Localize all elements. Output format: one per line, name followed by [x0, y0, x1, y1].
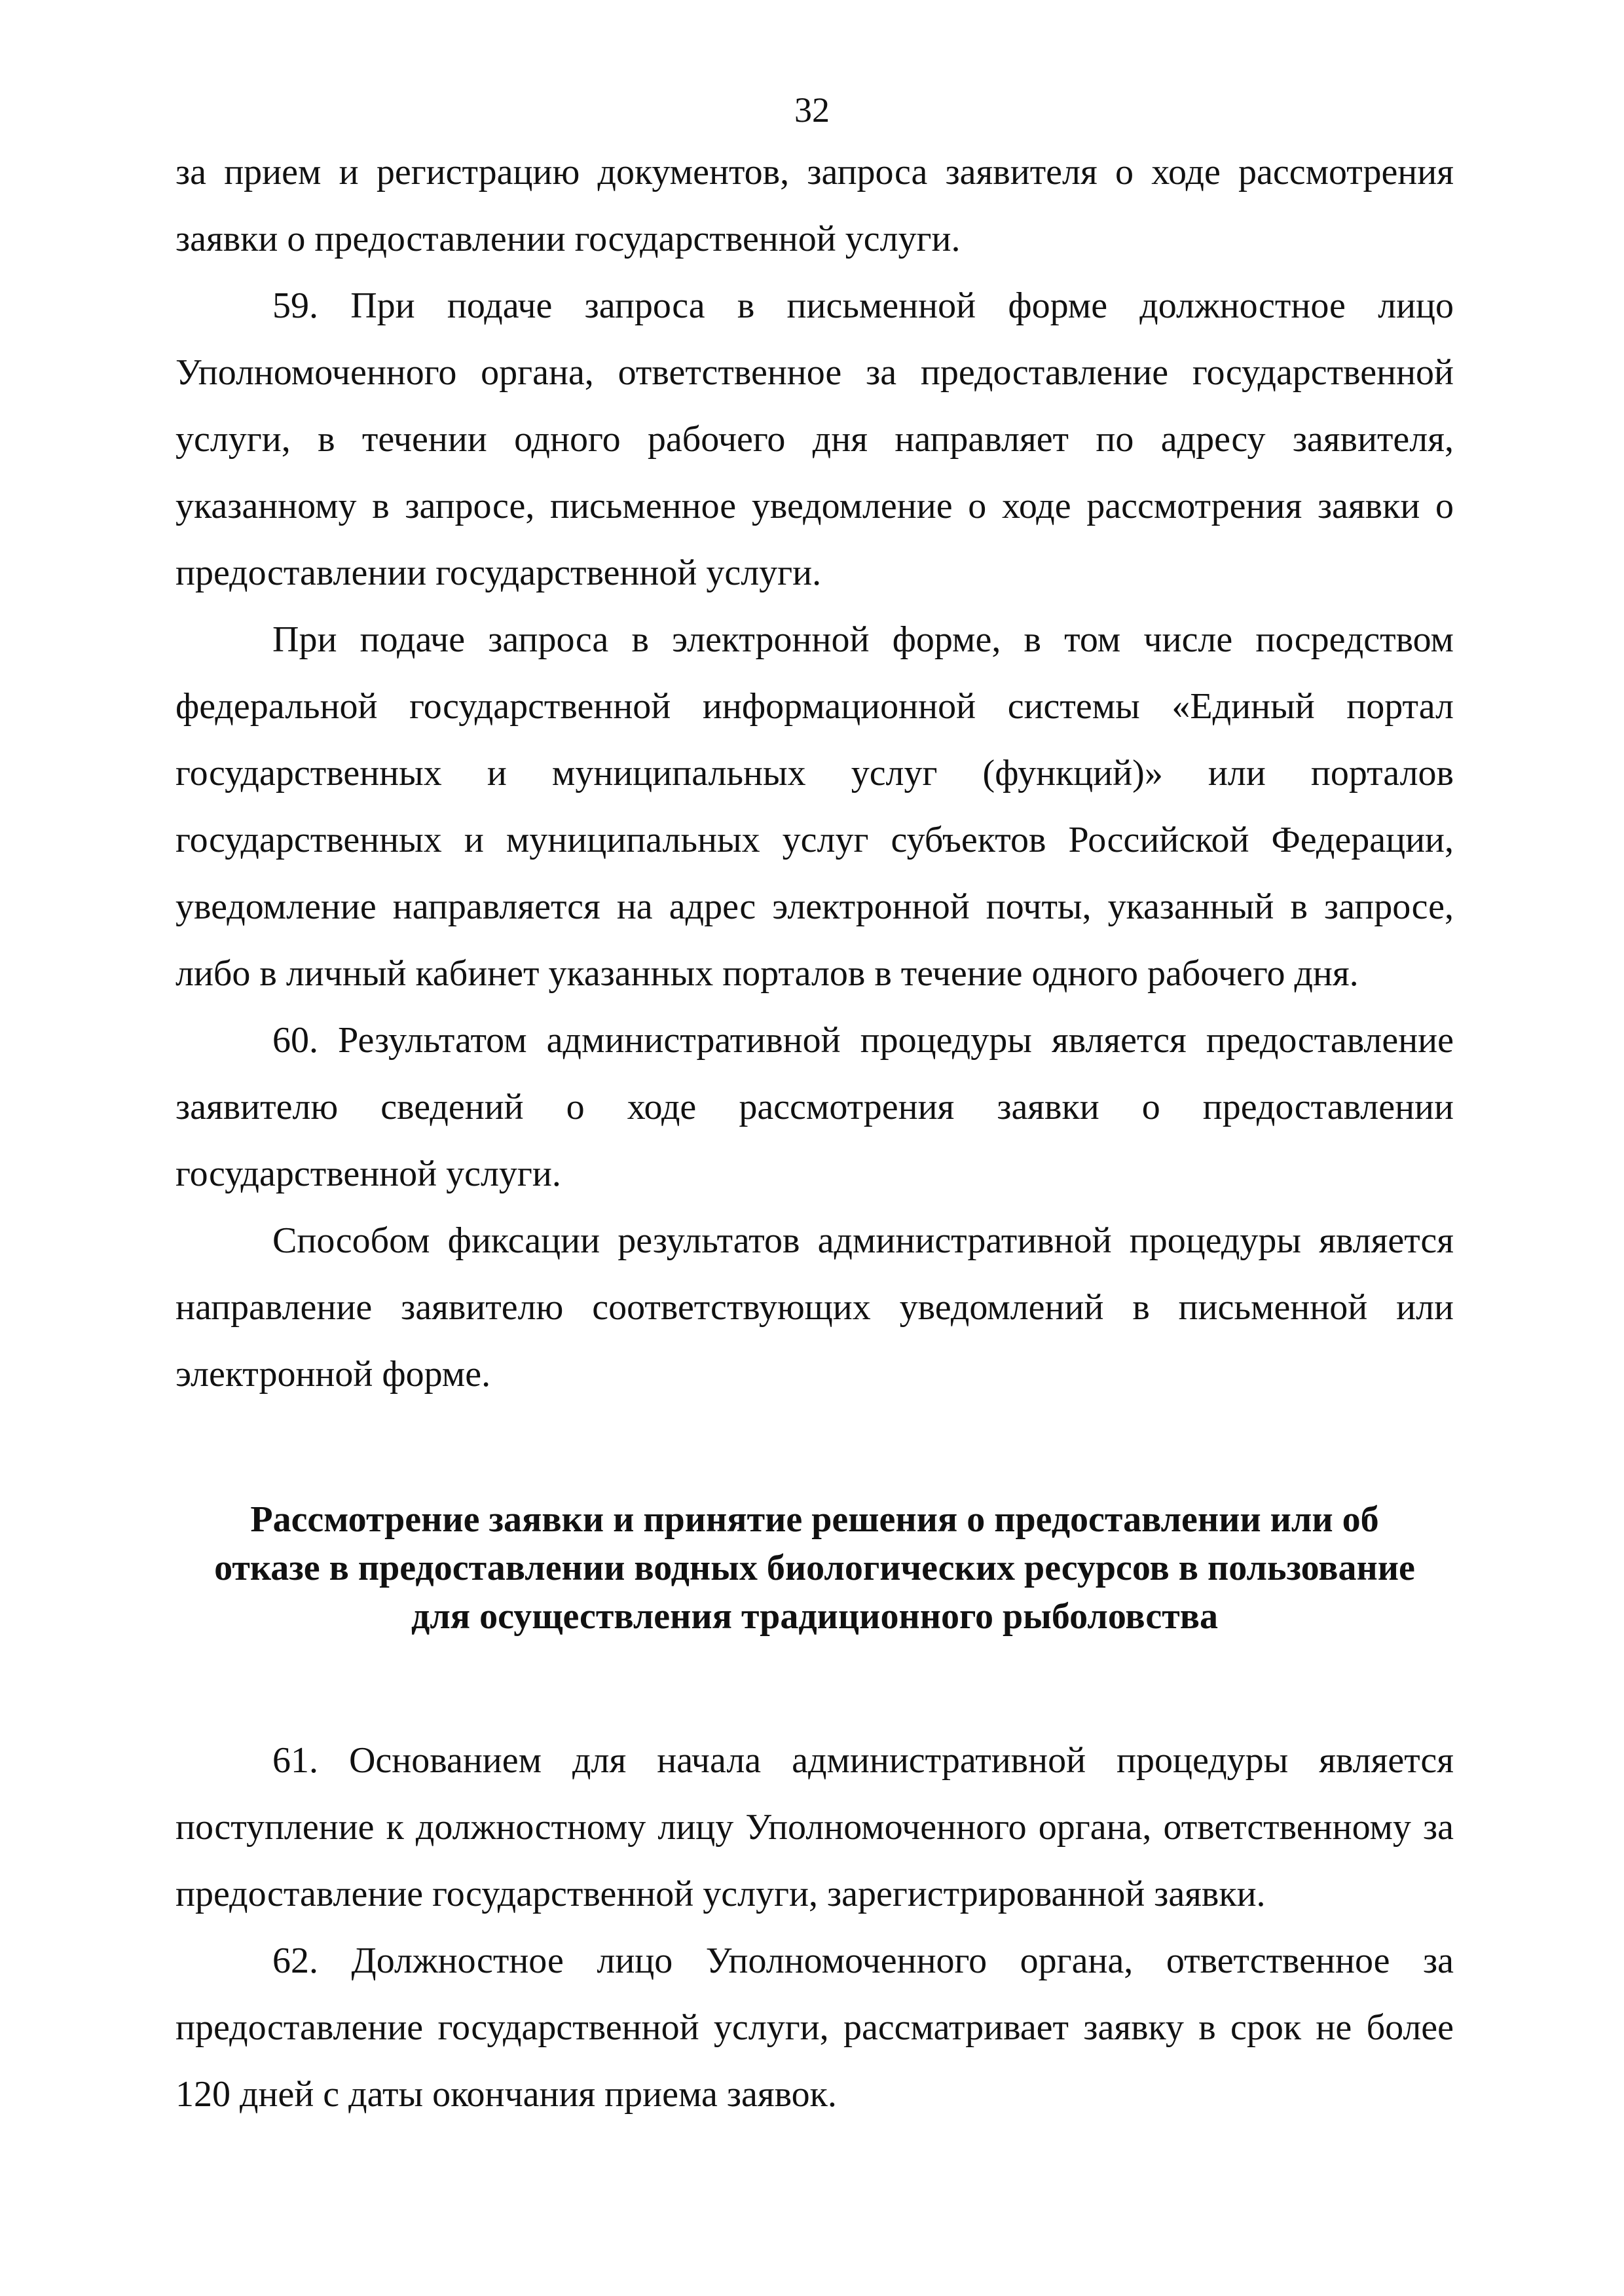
document-body	[175, 139, 1454, 2128]
paragraph-59: 59. При подаче запроса в письменной форме должностное лицо Уполномоченного органа, ответственное за предоставление государственной услуги, в течении одного рабочего дня направляет по адресу заявителя, указанному в запросе, письменное уведомление о ходе рассмотрения заявки о предоставлении государственной услуги.	[175, 285, 1454, 593]
paragraph-61: 61. Основанием для начала административной процедуры является поступление к должностному лицу Уполномоченного органа, ответственному за предоставление государственной услуги, зарегистрированной заявки.	[175, 1740, 1454, 1914]
section-heading	[175, 1495, 1454, 1641]
section-heading-line-3: для осуществления традиционного рыболовства	[411, 1596, 1218, 1637]
page-number: 32	[794, 90, 830, 130]
paragraph-fixation-method: Способом фиксации результатов административной процедуры является направление заявителю соответствующих уведомлений в письменной или электронной форме.	[175, 1220, 1454, 1394]
section-heading-line-2: отказе в предоставлении водных биологических ресурсов в пользование	[214, 1548, 1415, 1588]
paragraph-continuation: за прием и регистрацию документов, запроса заявителя о ходе рассмотрения заявки о предоставлении государственной услуги.	[175, 152, 1454, 259]
paragraph-electronic-request: При подаче запроса в электронной форме, в том числе посредством федеральной государственной информационной системы «Единый портал государственных и муниципальных услуг (функций)» или порталов государственных и муниципальных услуг субъектов Российской Федерации, уведомление направляется на адрес электронной почты, указанный в запросе, либо в личный кабинет указанных порталов в течение одного рабочего дня.	[175, 619, 1454, 994]
section-heading-line-1: Рассмотрение заявки и принятие решения о предоставлении или об	[250, 1499, 1379, 1540]
paragraph-62: 62. Должностное лицо Уполномоченного органа, ответственное за предоставление государственной услуги, рассматривает заявку в срок не более 120 дней с даты окончания приема заявок.	[175, 1941, 1454, 2115]
paragraph-60: 60. Результатом административной процедуры является предоставление заявителю сведений о ходе рассмотрения заявки о предоставлении государственной услуги.	[175, 1020, 1454, 1194]
